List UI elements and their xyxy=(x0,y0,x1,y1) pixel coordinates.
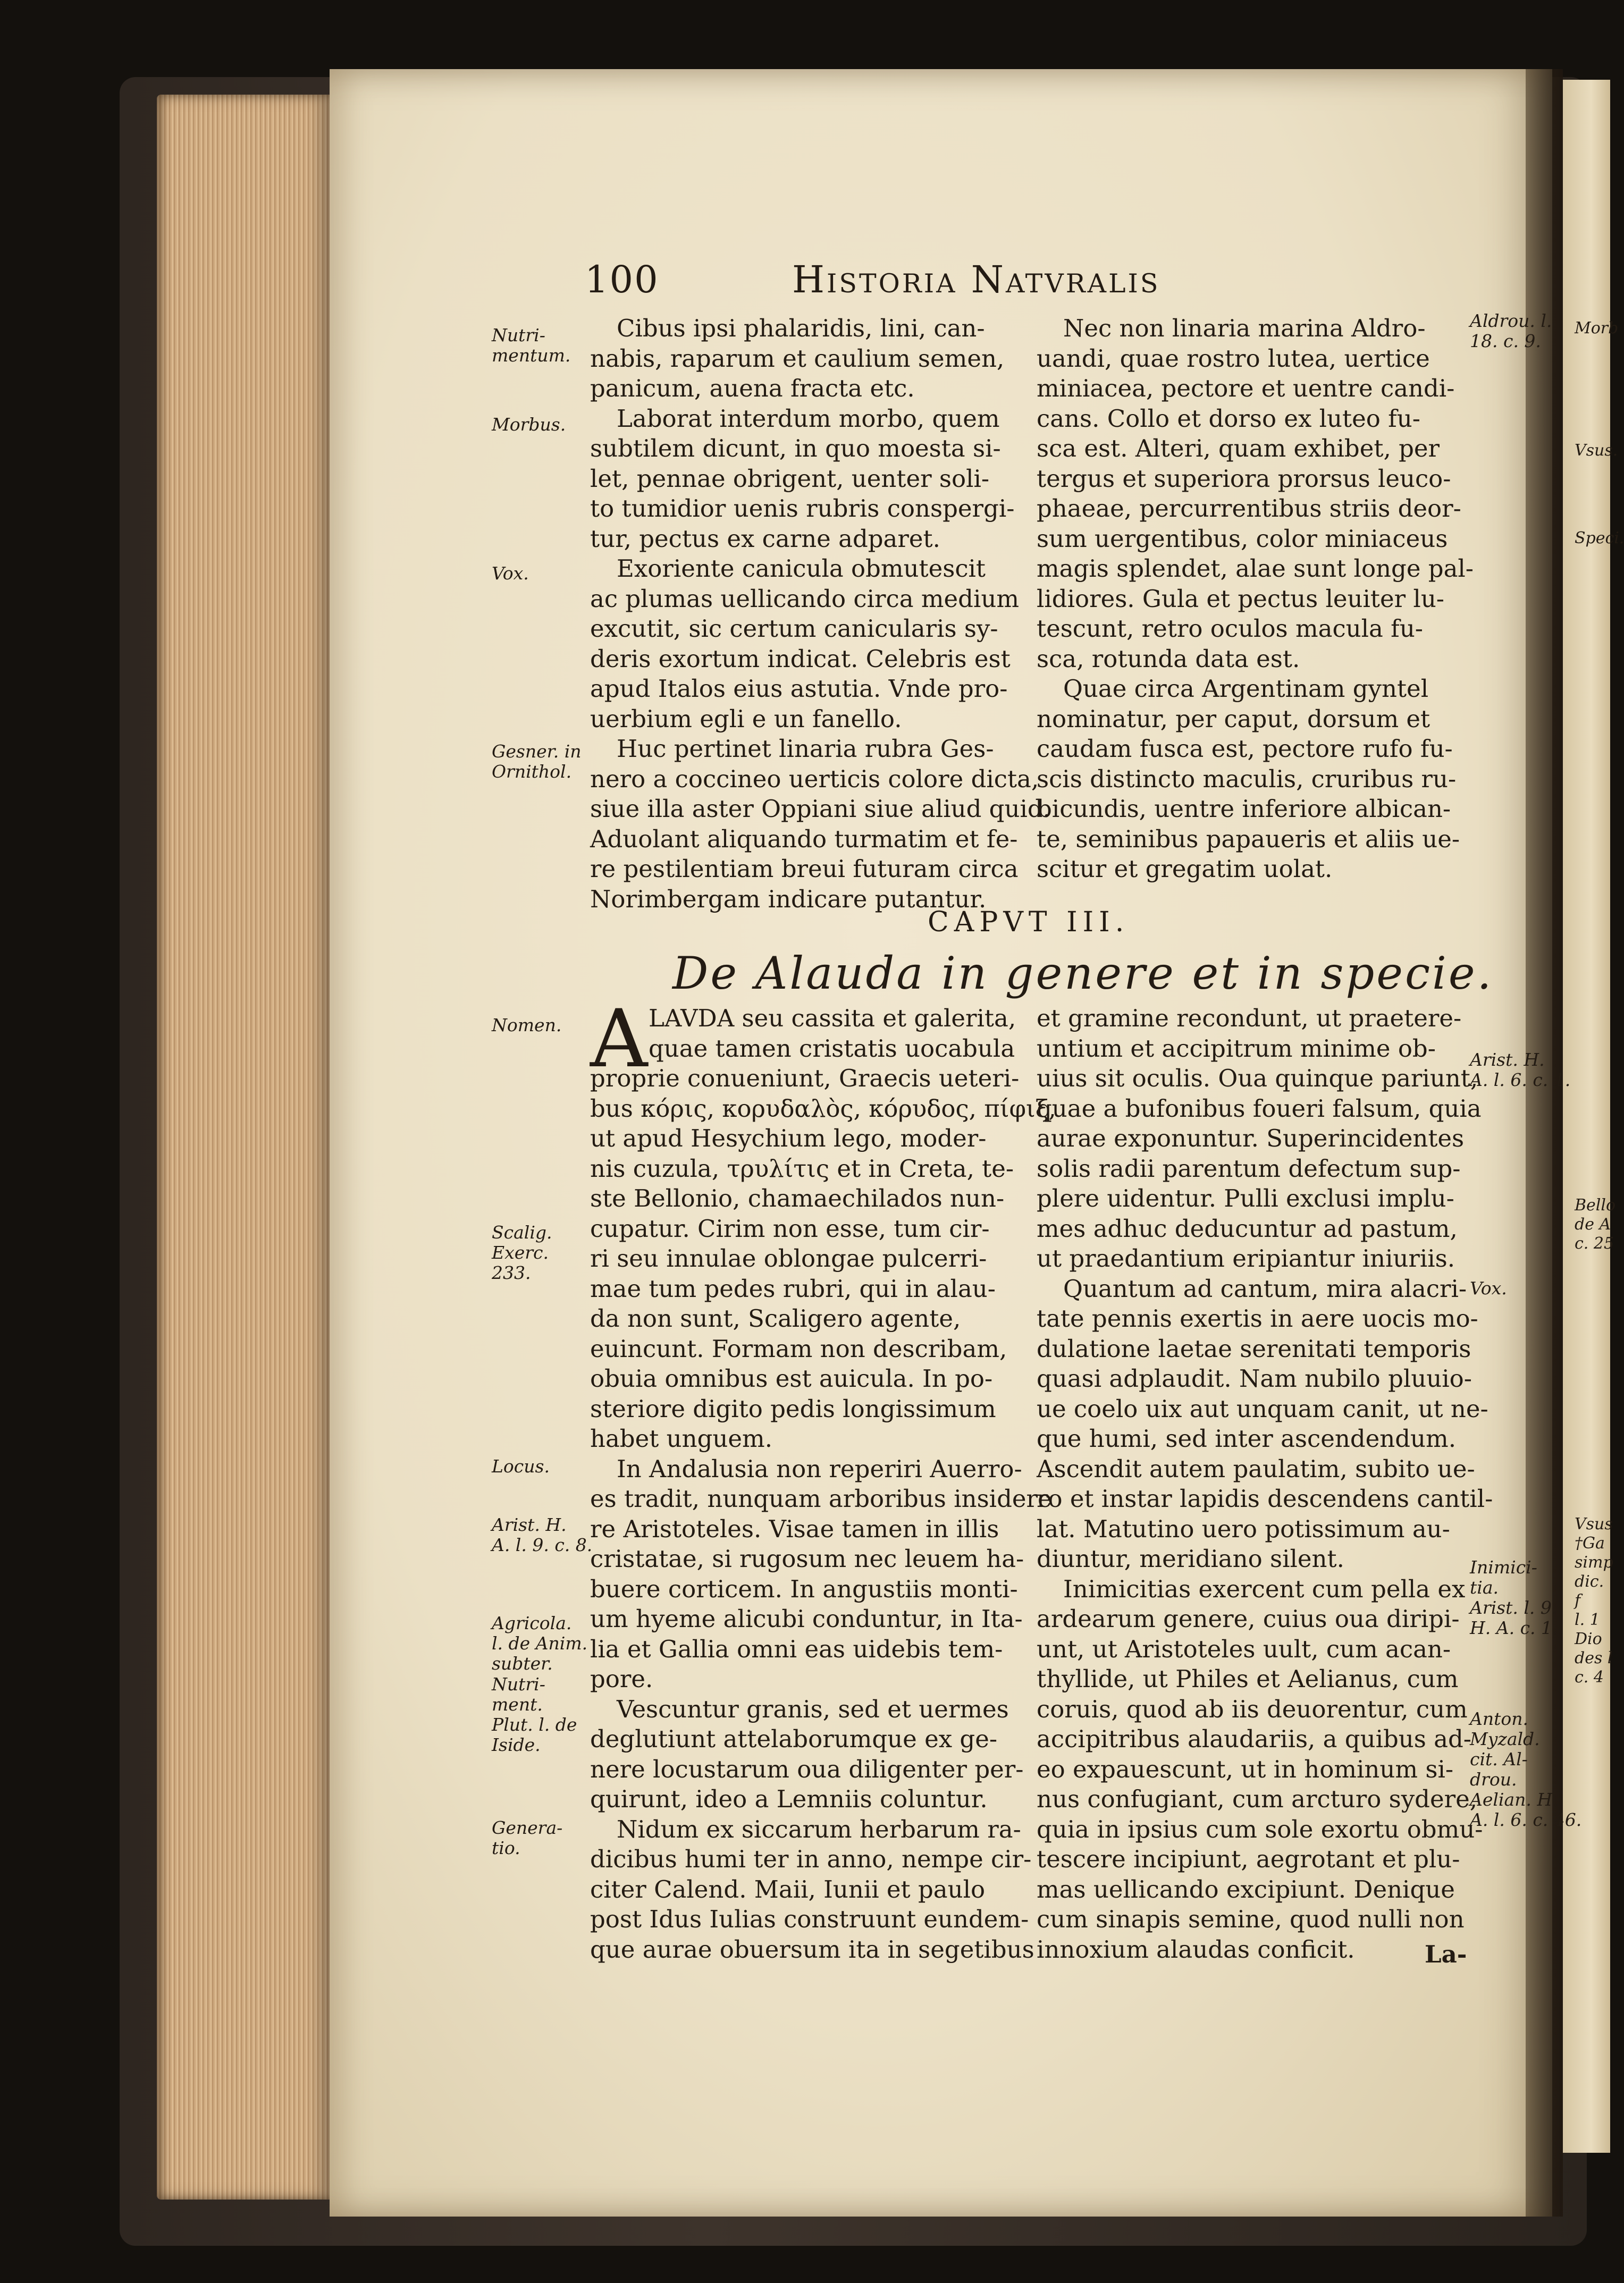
text-line: ri seu innulae oblongae pulcerri- xyxy=(590,1244,987,1273)
lower-left-column xyxy=(590,1004,1056,1965)
text-line: apud Italos eius astutia. Vnde pro- xyxy=(590,675,1008,703)
text-line: obuia omnibus est auicula. In po- xyxy=(590,1364,993,1393)
text-line: dicibus humi ter in anno, nempe cir- xyxy=(590,1845,1032,1873)
text-line: Vescuntur granis, sed et uermes xyxy=(617,1695,1009,1723)
text-line: untium et accipitrum minime ob- xyxy=(1037,1034,1436,1063)
text-line: ut praedantium eripiantur iniuriis. xyxy=(1037,1244,1455,1273)
text-line: caudam fusca est, pectore rufo fu- xyxy=(1037,735,1453,763)
text-line: scis distincto maculis, cruribus ru- xyxy=(1037,764,1457,793)
text-line: tate pennis exertis in aere uocis mo- xyxy=(1037,1304,1478,1333)
text-line: Aduolant aliquando turmatim et fe- xyxy=(590,824,1018,853)
margin-note-agricola: Agricola. l. de Anim. subter. xyxy=(492,1613,588,1674)
text-line: que humi, sed inter ascendendum. xyxy=(1037,1425,1457,1453)
text-line: re pestilentiam breui futuram circa xyxy=(590,855,1019,883)
text-line: deris exortum indicat. Celebris est xyxy=(590,644,1011,673)
text-line: uerbium egli e un fanello. xyxy=(590,704,902,733)
text-line: tescere incipiunt, aegrotant et plu- xyxy=(1037,1845,1460,1873)
text-line: ardearum genere, cuius oua diripi- xyxy=(1037,1605,1460,1633)
text-line: let, pennae obrigent, uenter soli- xyxy=(590,464,990,493)
text-line: bicundis, uentre inferiore albican- xyxy=(1037,795,1451,823)
text-line: tergus et superiora prorsus leuco- xyxy=(1037,464,1451,493)
margin-note-aristotle-ha: Arist. H. A. l. 6. c. 1. xyxy=(1470,1049,1571,1090)
text-line: Nec non linaria marina Aldro- xyxy=(1063,314,1426,342)
text-line: ro et instar lapidis descendens cantil- xyxy=(1037,1485,1493,1513)
text-line: re Aristoteles. Visae tamen in illis xyxy=(590,1514,999,1543)
text-line: ac plumas uellicando circa medium xyxy=(590,584,1020,613)
margin-note-gesner: Gesner. in Ornithol. xyxy=(492,741,582,782)
text-line: mes adhuc deducuntur ad pastum, xyxy=(1037,1214,1458,1243)
text-line: habet unguem. xyxy=(590,1425,772,1453)
text-line: um hyeme alicubi conduntur, in Ita- xyxy=(590,1605,1023,1633)
text-line: Quantum ad cantum, mira alacri- xyxy=(1063,1274,1467,1303)
drop-cap: A xyxy=(590,993,648,1085)
facing-margin-note: Speci. xyxy=(1575,529,1624,547)
text-line: In Andalusia non reperiri Auerro- xyxy=(617,1454,1022,1483)
text-line: nus confugiant, cum arcturo sydere, xyxy=(1037,1785,1478,1813)
margin-note-nutrimentum: Nutri- mentum. xyxy=(492,325,571,366)
text-line: solis radii parentum defectum sup- xyxy=(1037,1154,1461,1183)
text-line: ste Bellonio, chamaechilados nun- xyxy=(590,1184,1005,1212)
text-line: eo expauescunt, ut in hominum si- xyxy=(1037,1755,1454,1783)
text-line: scitur et gregatim uolat. xyxy=(1037,855,1333,883)
text-line: nere locustarum oua diligenter per- xyxy=(590,1755,1024,1783)
text-line: nabis, raparum et caulium semen, xyxy=(590,344,1005,373)
page-number: 100 xyxy=(585,258,659,301)
text-line: miniacea, pectore et uentre candi- xyxy=(1037,374,1455,402)
text-line: Ascendit autem paulatim, subito ue- xyxy=(1037,1454,1475,1483)
text-line: quae tamen cristatis uocabula xyxy=(649,1034,1015,1063)
chapter-label: CAPVT III. xyxy=(928,906,1130,938)
facing-page-edge xyxy=(1563,80,1610,2153)
margin-note-aldrovandi: Aldrou. l. 18. c. 9. xyxy=(1470,310,1552,351)
text-line: Quae circa Argentinam gyntel xyxy=(1063,675,1429,703)
text-line: steriore digito pedis longissimum xyxy=(590,1394,996,1423)
text-line: post Idus Iulias construunt eundem- xyxy=(590,1905,1029,1933)
running-head xyxy=(585,258,1276,306)
margin-note-anton: Anton. Myzald. cit. Al- drou. Aelian. H. A. l. 6. c. 46. xyxy=(1470,1708,1582,1830)
margin-note-inimicitia: Inimici- tia. Arist. l. 9. H. A. c. 1. xyxy=(1470,1557,1558,1638)
text-line: LAVDA seu cassita et galerita, xyxy=(649,1004,1016,1032)
text-line: cans. Collo et dorso ex luteo fu- xyxy=(1037,404,1420,433)
margin-note-locus: Locus. xyxy=(492,1456,550,1477)
text-line: uandi, quae rostro lutea, uertice xyxy=(1037,344,1430,373)
text-line: tur, pectus ex carne adparet. xyxy=(590,524,940,553)
running-title: Historia Natvralis xyxy=(792,258,1160,301)
facing-margin-note: Vsus †Ga simp dic. f l. 1 Dio des l c. 4 xyxy=(1575,1515,1613,1687)
text-line: nis cuzula, τρυλίτις et in Creta, te- xyxy=(590,1154,1014,1183)
text-line: accipitribus alaudariis, a quibus ad- xyxy=(1037,1725,1471,1753)
text-line: siue illa aster Oppiani siue aliud quid. xyxy=(590,795,1050,823)
margin-note-vox-right: Vox. xyxy=(1470,1278,1507,1299)
text-line: quia in ipsius cum sole exortu obmu- xyxy=(1037,1815,1483,1843)
text-line: plere uidentur. Pulli exclusi implu- xyxy=(1037,1184,1454,1212)
text-line: Norimbergam indicare putantur. xyxy=(590,884,987,913)
text-line: lat. Matutino uero potissimum au- xyxy=(1037,1514,1450,1543)
text-line: aurae exponuntur. Superincidentes xyxy=(1037,1124,1465,1152)
text-line: sca, rotunda data est. xyxy=(1037,644,1300,673)
text-line: lidiores. Gula et pectus leuiter lu- xyxy=(1037,584,1444,613)
text-line: buere corticem. In angustiis monti- xyxy=(590,1574,1018,1603)
text-line: sum uergentibus, color miniaceus xyxy=(1037,524,1448,553)
margin-note-scaliger: Scalig. Exerc. 233. xyxy=(492,1222,552,1283)
text-line: et gramine recondunt, ut praetere- xyxy=(1037,1004,1462,1032)
page-edges xyxy=(157,95,332,2200)
margin-note-aristotle: Arist. H. A. l. 9. c. 8. xyxy=(492,1514,593,1555)
text-line: panicum, auena fracta etc. xyxy=(590,374,915,402)
text-line: magis splendet, alae sunt longe pal- xyxy=(1037,554,1474,583)
text-line: Cibus ipsi phalaridis, lini, can- xyxy=(617,314,985,342)
text-line: nero a coccineo uerticis colore dicta, xyxy=(590,764,1039,793)
text-line: diuntur, meridiano silent. xyxy=(1037,1545,1344,1573)
text-line: da non sunt, Scaligero agente, xyxy=(590,1304,961,1333)
upper-left-column xyxy=(590,314,1050,914)
text-line: proprie conueniunt, Graecis ueteri- xyxy=(590,1064,1020,1092)
catchword: La- xyxy=(1425,1940,1467,1968)
text-line: que aurae obuersum ita in segetibus xyxy=(590,1935,1034,1964)
facing-margin-note: Vsus. xyxy=(1575,441,1618,460)
text-line: thyllide, ut Philes et Aelianus, cum xyxy=(1037,1665,1459,1693)
text-line: deglutiunt attelaborumque ex ge- xyxy=(590,1725,998,1753)
text-line: ut apud Hesychium lego, moder- xyxy=(590,1124,987,1152)
margin-note-nutriment-plut: Nutri- ment. Plut. l. de Iside. xyxy=(492,1674,577,1755)
text-line: uius sit oculis. Oua quinque pariunt, xyxy=(1037,1064,1478,1092)
text-line: tescunt, retro oculos macula fu- xyxy=(1037,614,1424,643)
text-line: euincunt. Formam non describam, xyxy=(590,1334,1007,1363)
text-line: excutit, sic certum canicularis sy- xyxy=(590,614,998,643)
text-line: cristatae, si rugosum nec leuem ha- xyxy=(590,1545,1024,1573)
text-line: mas uellicando excipiunt. Denique xyxy=(1037,1875,1455,1903)
text-line: sca est. Alteri, quam exhibet, per xyxy=(1037,434,1440,462)
text-line: quae a bufonibus foueri falsum, quia xyxy=(1037,1094,1482,1123)
text-line: quirunt, ideo a Lemniis coluntur. xyxy=(590,1785,988,1813)
text-line: es tradit, nunquam arboribus insidere xyxy=(590,1485,1052,1513)
upper-right-column xyxy=(1037,314,1474,884)
text-line: ue coelo uix aut unquam canit, ut ne- xyxy=(1037,1394,1488,1423)
text-line: quasi adplaudit. Nam nubilo pluuio- xyxy=(1037,1364,1472,1393)
text-line: bus κόρις, κορυδαλὸς, κόρυδος, πίφιξ, xyxy=(590,1094,1056,1123)
text-line: te, seminibus papaueris et aliis ue- xyxy=(1037,824,1460,853)
facing-margin-note: Morb xyxy=(1575,319,1619,338)
text-line: mae tum pedes rubri, qui in alau- xyxy=(590,1274,996,1303)
text-line: to tumidior uenis rubris conspergi- xyxy=(590,494,1015,523)
text-line: lia et Gallia omni eas uidebis tem- xyxy=(590,1635,1003,1663)
text-line: Huc pertinet linaria rubra Ges- xyxy=(617,735,994,763)
text-line: coruis, quod ab iis deuorentur, cum xyxy=(1037,1695,1468,1723)
text-line: phaeae, percurrentibus striis deor- xyxy=(1037,494,1461,523)
margin-note-nomen: Nomen. xyxy=(492,1015,562,1035)
text-line: cupatur. Cirim non esse, tum cir- xyxy=(590,1214,990,1243)
text-line: unt, ut Aristoteles uult, cum acan- xyxy=(1037,1635,1451,1663)
text-line: cum sinapis semine, quod nulli non xyxy=(1037,1905,1465,1933)
text-line: dulatione laetae serenitati temporis xyxy=(1037,1334,1471,1363)
text-line: subtilem dicunt, in quo moesta si- xyxy=(590,434,1001,462)
text-line: innoxium alaudas conficit. xyxy=(1037,1935,1355,1964)
margin-note-morbus: Morbus. xyxy=(492,414,566,435)
text-line: Nidum ex siccarum herbarum ra- xyxy=(617,1815,1021,1843)
text-line: nominatur, per caput, dorsum et xyxy=(1037,704,1431,733)
text-line: Laborat interdum morbo, quem xyxy=(617,404,1000,433)
text-line: Exoriente canicula obmutescit xyxy=(617,554,986,583)
margin-note-vox: Vox. xyxy=(492,563,529,584)
text-line: Inimicitias exercent cum pella ex xyxy=(1063,1574,1466,1603)
margin-note-generatio: Genera- tio. xyxy=(492,1817,563,1858)
chapter-title: De Alauda in genere et in specie. xyxy=(672,947,1494,999)
text-line: pore. xyxy=(590,1665,653,1693)
text-line: citer Calend. Maii, Iunii et paulo xyxy=(590,1875,986,1903)
book-gutter xyxy=(1526,69,1563,2217)
facing-margin-note: Bello de A c. 25 xyxy=(1575,1196,1616,1253)
